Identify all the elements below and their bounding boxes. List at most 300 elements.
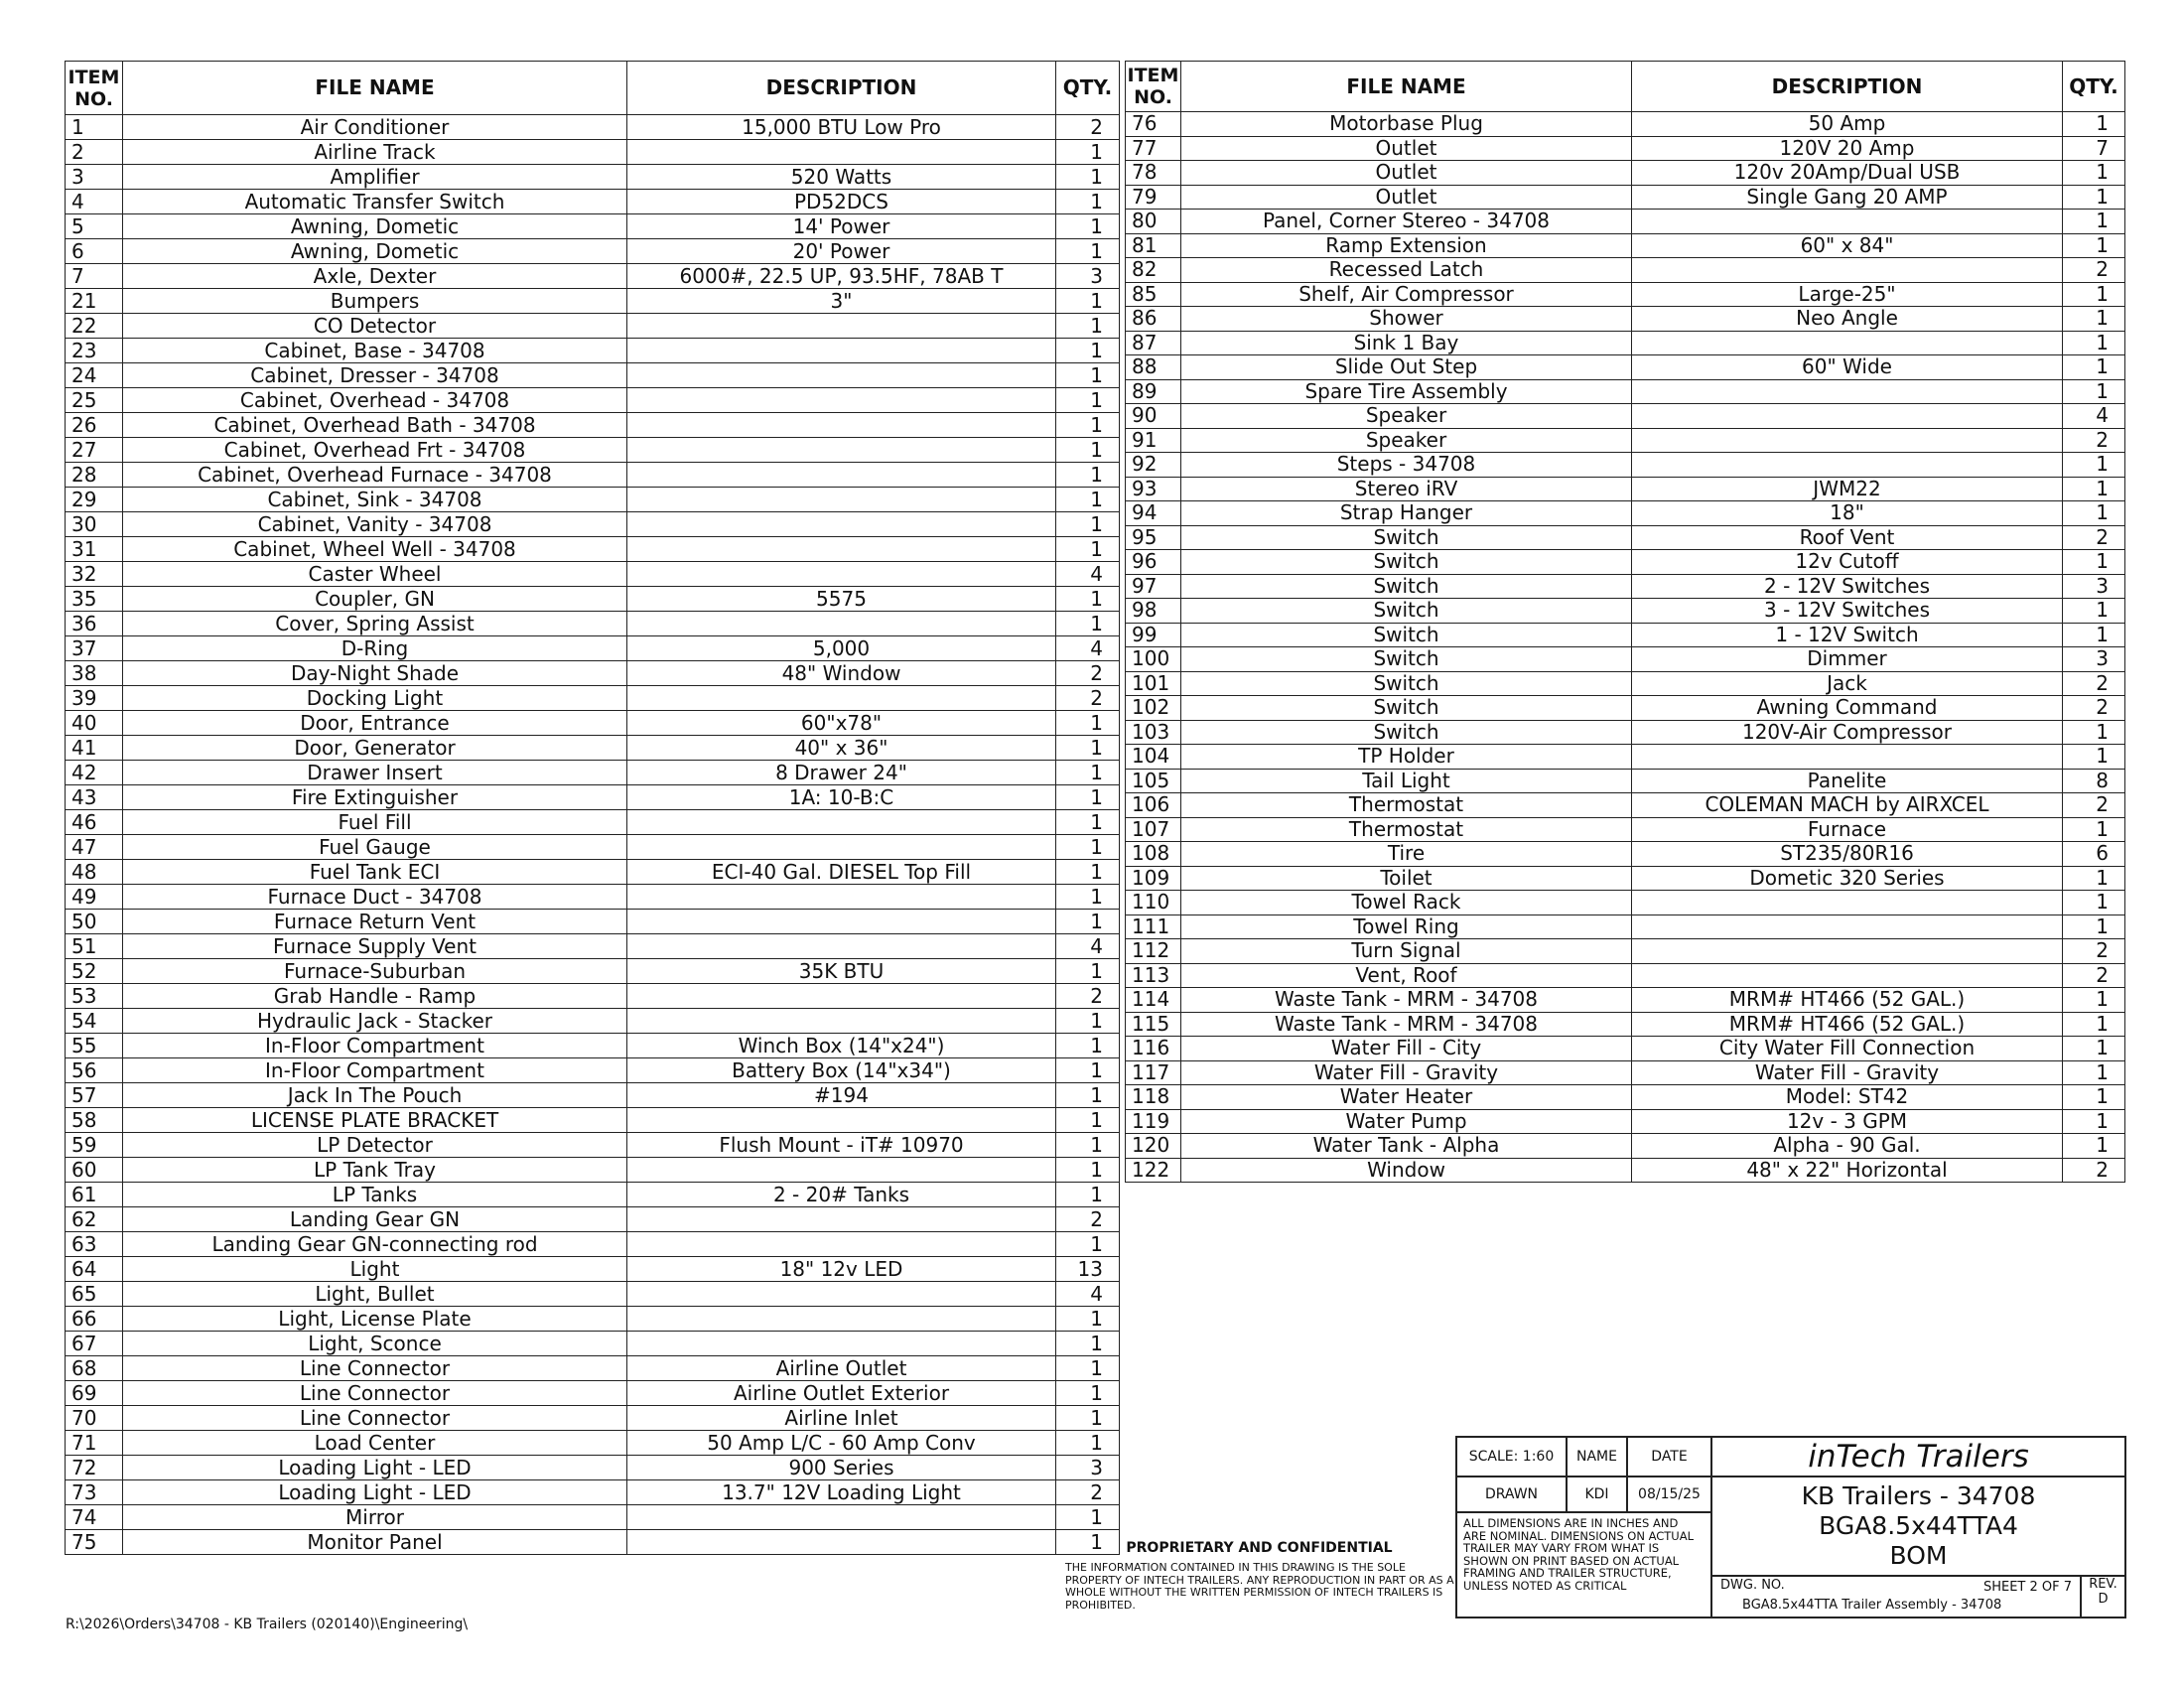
item-no-cell: 117 — [1126, 1060, 1181, 1085]
description-cell — [627, 686, 1056, 711]
file-name-cell: Landing Gear GN-connecting rod — [123, 1232, 627, 1257]
drawn-name: KDI — [1567, 1477, 1627, 1512]
item-no-cell: 96 — [1126, 550, 1181, 575]
qty-cell: 1 — [2063, 1085, 2125, 1110]
rev-label: REV. — [2089, 1577, 2117, 1592]
file-name-cell: Panel, Corner Stereo - 34708 — [1181, 210, 1632, 234]
table-row — [1126, 525, 2125, 550]
file-name-cell: Grab Handle - Ramp — [123, 984, 627, 1009]
qty-cell: 1 — [1056, 438, 1120, 463]
item-no-cell: 116 — [1126, 1037, 1181, 1061]
table-row — [1126, 988, 2125, 1013]
file-name-cell: Strap Hanger — [1181, 501, 1632, 526]
table-row — [66, 463, 1120, 488]
file-name-cell: Tire — [1181, 842, 1632, 867]
file-name-cell: LP Tank Tray — [123, 1158, 627, 1183]
qty-cell: 1 — [1056, 190, 1120, 214]
qty-cell: 2 — [1056, 1480, 1120, 1505]
table-row — [1126, 331, 2125, 355]
qty-cell: 2 — [2063, 428, 2125, 453]
drawing-number-box — [1711, 1576, 2081, 1618]
item-no-cell: 75 — [66, 1530, 123, 1555]
description-cell — [1632, 379, 2063, 404]
description-cell — [627, 413, 1056, 438]
item-no-cell: 58 — [66, 1108, 123, 1133]
file-name-cell: Waste Tank - MRM - 34708 — [1181, 1012, 1632, 1037]
description-cell: 2 - 20# Tanks — [627, 1183, 1056, 1207]
qty-cell: 1 — [1056, 214, 1120, 239]
item-no-cell: 22 — [66, 314, 123, 339]
description-cell — [1632, 963, 2063, 988]
qty-cell: 1 — [2063, 1109, 2125, 1134]
file-name-cell: Steps - 34708 — [1181, 453, 1632, 478]
qty-cell: 2 — [2063, 696, 2125, 721]
item-no-cell: 115 — [1126, 1012, 1181, 1037]
table-row — [66, 1307, 1120, 1332]
qty-cell: 1 — [1056, 761, 1120, 785]
table-row — [66, 1083, 1120, 1108]
table-row — [66, 587, 1120, 612]
file-name-cell: Fuel Gauge — [123, 835, 627, 860]
item-no-cell: 56 — [66, 1058, 123, 1083]
project-title — [1711, 1477, 2125, 1576]
file-name-cell: Switch — [1181, 647, 1632, 672]
description-cell — [627, 835, 1056, 860]
file-name-cell: Slide Out Step — [1181, 355, 1632, 380]
table-row — [66, 488, 1120, 512]
file-name-cell: Furnace Duct - 34708 — [123, 885, 627, 910]
item-no-cell: 73 — [66, 1480, 123, 1505]
qty-cell: 1 — [2063, 1134, 2125, 1159]
file-name-cell: Day-Night Shade — [123, 661, 627, 686]
table-row — [66, 289, 1120, 314]
description-cell: Dimmer — [1632, 647, 2063, 672]
description-cell — [627, 388, 1056, 413]
file-name-cell: Water Tank - Alpha — [1181, 1134, 1632, 1159]
table-row — [66, 860, 1120, 885]
file-name-cell: Fire Extinguisher — [123, 785, 627, 810]
qty-cell: 1 — [1056, 1183, 1120, 1207]
description-cell: 48" x 22" Horizontal — [1632, 1158, 2063, 1183]
table-row — [66, 1034, 1120, 1058]
qty-cell: 4 — [1056, 636, 1120, 661]
qty-cell: 1 — [2063, 379, 2125, 404]
qty-cell: 1 — [1056, 860, 1120, 885]
qty-cell: 2 — [2063, 525, 2125, 550]
qty-cell: 3 — [2063, 574, 2125, 599]
table-row — [66, 661, 1120, 686]
table-row — [1126, 842, 2125, 867]
table-row — [1126, 161, 2125, 186]
qty-cell: 1 — [1056, 1431, 1120, 1456]
description-cell: Model: ST42 — [1632, 1085, 2063, 1110]
file-name-cell: Switch — [1181, 623, 1632, 647]
file-name-cell: Switch — [1181, 525, 1632, 550]
table-row — [1126, 428, 2125, 453]
file-name-cell: Furnace-Suburban — [123, 959, 627, 984]
description-cell: Alpha - 90 Gal. — [1632, 1134, 2063, 1159]
item-no-cell: 108 — [1126, 842, 1181, 867]
project-line-3: BOM — [1889, 1541, 1948, 1570]
qty-cell: 1 — [2063, 1037, 2125, 1061]
item-no-cell: 93 — [1126, 477, 1181, 501]
item-no-cell: 92 — [1126, 453, 1181, 478]
item-no-cell: 79 — [1126, 185, 1181, 210]
file-name-cell: Hydraulic Jack - Stacker — [123, 1009, 627, 1034]
description-cell: 18" 12v LED — [627, 1257, 1056, 1282]
description-cell: 48" Window — [627, 661, 1056, 686]
file-name-cell: Tail Light — [1181, 769, 1632, 793]
qty-cell: 1 — [2063, 550, 2125, 575]
table-row — [66, 1183, 1120, 1207]
item-no-cell: 69 — [66, 1381, 123, 1406]
qty-cell: 1 — [1056, 1356, 1120, 1381]
table-row — [66, 438, 1120, 463]
table-row — [66, 959, 1120, 984]
item-no-cell: 85 — [1126, 282, 1181, 307]
description-cell — [627, 488, 1056, 512]
qty-cell: 1 — [2063, 185, 2125, 210]
file-name-cell: Awning, Dometic — [123, 214, 627, 239]
qty-cell: 4 — [2063, 404, 2125, 429]
table-row — [1126, 599, 2125, 624]
item-no-cell: 71 — [66, 1431, 123, 1456]
description-cell — [627, 810, 1056, 835]
qty-cell: 1 — [1056, 785, 1120, 810]
qty-cell: 1 — [1056, 314, 1120, 339]
item-no-cell: 53 — [66, 984, 123, 1009]
revision-box — [2081, 1576, 2125, 1618]
name-label: NAME — [1567, 1437, 1627, 1477]
file-name-cell: Turn Signal — [1181, 939, 1632, 964]
header-file-name: FILE NAME — [123, 62, 627, 115]
qty-cell: 2 — [2063, 258, 2125, 283]
file-name-cell: Speaker — [1181, 428, 1632, 453]
description-cell: Airline Outlet Exterior — [627, 1381, 1056, 1406]
table-row — [66, 165, 1120, 190]
qty-cell: 3 — [1056, 1456, 1120, 1480]
file-name-cell: Outlet — [1181, 185, 1632, 210]
file-name-cell: Switch — [1181, 599, 1632, 624]
table-row — [1126, 1158, 2125, 1183]
description-cell — [627, 140, 1056, 165]
item-no-cell: 102 — [1126, 696, 1181, 721]
item-no-cell: 39 — [66, 686, 123, 711]
table-row — [66, 1232, 1120, 1257]
item-no-cell: 4 — [66, 190, 123, 214]
item-no-cell: 24 — [66, 363, 123, 388]
table-row — [66, 636, 1120, 661]
qty-cell: 1 — [1056, 537, 1120, 562]
qty-cell: 2 — [2063, 671, 2125, 696]
table-row — [66, 785, 1120, 810]
file-name-cell: In-Floor Compartment — [123, 1058, 627, 1083]
file-name-cell: Jack In The Pouch — [123, 1083, 627, 1108]
description-cell: Airline Inlet — [627, 1406, 1056, 1431]
description-cell: COLEMAN MACH by AIRXCEL — [1632, 793, 2063, 818]
file-name-cell: Docking Light — [123, 686, 627, 711]
description-cell: Airline Outlet — [627, 1356, 1056, 1381]
file-name-cell: Sink 1 Bay — [1181, 331, 1632, 355]
qty-cell: 3 — [1056, 264, 1120, 289]
description-cell: 120V-Air Compressor — [1632, 720, 2063, 745]
table-row — [66, 1356, 1120, 1381]
item-no-cell: 122 — [1126, 1158, 1181, 1183]
description-cell: 50 Amp L/C - 60 Amp Conv — [627, 1431, 1056, 1456]
description-cell: 5,000 — [627, 636, 1056, 661]
description-cell — [627, 1207, 1056, 1232]
description-cell: 120v 20Amp/Dual USB — [1632, 161, 2063, 186]
description-cell: Winch Box (14"x24") — [627, 1034, 1056, 1058]
file-name-cell: Vent, Roof — [1181, 963, 1632, 988]
table-row — [66, 190, 1120, 214]
description-cell — [627, 438, 1056, 463]
file-name-cell: Furnace Return Vent — [123, 910, 627, 934]
item-no-cell: 91 — [1126, 428, 1181, 453]
qty-cell: 1 — [1056, 1133, 1120, 1158]
item-no-cell: 77 — [1126, 136, 1181, 161]
description-cell — [1632, 210, 2063, 234]
description-cell — [627, 314, 1056, 339]
item-no-cell: 43 — [66, 785, 123, 810]
file-name-cell: LP Tanks — [123, 1183, 627, 1207]
file-name-cell: Spare Tire Assembly — [1181, 379, 1632, 404]
file-name-cell: Landing Gear GN — [123, 1207, 627, 1232]
file-name-cell: Toilet — [1181, 866, 1632, 891]
description-cell: 1A: 10-B:C — [627, 785, 1056, 810]
item-no-cell: 113 — [1126, 963, 1181, 988]
item-no-cell: 36 — [66, 612, 123, 636]
description-cell — [1632, 428, 2063, 453]
item-no-cell: 51 — [66, 934, 123, 959]
file-name-cell: Water Fill - City — [1181, 1037, 1632, 1061]
item-no-cell: 82 — [1126, 258, 1181, 283]
description-cell: 1 - 12V Switch — [1632, 623, 2063, 647]
table-row — [66, 1431, 1120, 1456]
file-name-cell: Door, Generator — [123, 736, 627, 761]
file-name-cell: Switch — [1181, 720, 1632, 745]
file-name-cell: Fuel Tank ECI — [123, 860, 627, 885]
file-name-cell: Fuel Fill — [123, 810, 627, 835]
qty-cell: 1 — [1056, 1307, 1120, 1332]
item-no-cell: 66 — [66, 1307, 123, 1332]
item-no-cell: 38 — [66, 661, 123, 686]
description-cell — [627, 363, 1056, 388]
item-no-cell: 60 — [66, 1158, 123, 1183]
item-no-cell: 46 — [66, 810, 123, 835]
table-row — [66, 363, 1120, 388]
description-cell: 8 Drawer 24" — [627, 761, 1056, 785]
item-no-cell: 64 — [66, 1257, 123, 1282]
table-row — [66, 686, 1120, 711]
qty-cell: 1 — [2063, 891, 2125, 915]
description-cell — [627, 1505, 1056, 1530]
file-name-cell: Line Connector — [123, 1406, 627, 1431]
table-row — [66, 1257, 1120, 1282]
item-no-cell: 99 — [1126, 623, 1181, 647]
item-no-cell: 35 — [66, 587, 123, 612]
file-name-cell: Bumpers — [123, 289, 627, 314]
description-cell — [1632, 453, 2063, 478]
table-row — [66, 612, 1120, 636]
description-cell: Flush Mount - iT# 10970 — [627, 1133, 1056, 1158]
file-name-cell: Caster Wheel — [123, 562, 627, 587]
table-row — [66, 1381, 1120, 1406]
file-name-cell: Window — [1181, 1158, 1632, 1183]
item-no-cell: 26 — [66, 413, 123, 438]
description-cell: Dometic 320 Series — [1632, 866, 2063, 891]
header-qty: QTY. — [1056, 62, 1120, 115]
qty-cell: 1 — [1056, 289, 1120, 314]
table-row — [1126, 1060, 2125, 1085]
table-row — [66, 910, 1120, 934]
qty-cell: 1 — [1056, 413, 1120, 438]
item-no-cell: 86 — [1126, 307, 1181, 332]
table-row — [1126, 112, 2125, 137]
dimension-notes: ALL DIMENSIONS ARE IN INCHES AND ARE NOMINAL. DIMENSIONS ON ACTUAL TRAILER MAY VARY FROM WHAT IS SHOWN ON PRINT BASED ON ACTUAL FRAMING AND TRAILER STRUCTURE, UNLESS NOTED AS CRITICAL — [1456, 1512, 1711, 1618]
item-no-cell: 28 — [66, 463, 123, 488]
description-cell: Jack — [1632, 671, 2063, 696]
table-row — [1126, 404, 2125, 429]
table-row — [1126, 379, 2125, 404]
table-row — [66, 115, 1120, 140]
table-row — [66, 1530, 1120, 1555]
proprietary-heading: PROPRIETARY AND CONFIDENTIAL — [1126, 1540, 1393, 1556]
header-file-name: FILE NAME — [1181, 62, 1632, 112]
qty-cell: 1 — [1056, 1009, 1120, 1034]
file-name-cell: Cabinet, Overhead Bath - 34708 — [123, 413, 627, 438]
title-block — [1455, 1436, 2126, 1618]
description-cell — [627, 512, 1056, 537]
file-name-cell: Thermostat — [1181, 793, 1632, 818]
file-name-cell: Motorbase Plug — [1181, 112, 1632, 137]
table-row — [66, 562, 1120, 587]
item-no-cell: 63 — [66, 1232, 123, 1257]
file-name-cell: Monitor Panel — [123, 1530, 627, 1555]
table-row — [1126, 185, 2125, 210]
item-no-cell: 118 — [1126, 1085, 1181, 1110]
table-row — [66, 761, 1120, 785]
qty-cell: 1 — [1056, 885, 1120, 910]
item-no-cell: 30 — [66, 512, 123, 537]
file-name-cell: Line Connector — [123, 1381, 627, 1406]
qty-cell: 1 — [1056, 488, 1120, 512]
project-line-1: KB Trailers - 34708 — [1801, 1481, 2036, 1510]
item-no-cell: 120 — [1126, 1134, 1181, 1159]
file-name-cell: Towel Rack — [1181, 891, 1632, 915]
item-no-cell: 106 — [1126, 793, 1181, 818]
item-no-cell: 111 — [1126, 914, 1181, 939]
item-no-cell: 119 — [1126, 1109, 1181, 1134]
item-no-cell: 89 — [1126, 379, 1181, 404]
qty-cell: 1 — [2063, 745, 2125, 770]
file-name-cell: Switch — [1181, 550, 1632, 575]
table-row — [1126, 136, 2125, 161]
table-row — [1126, 355, 2125, 380]
qty-cell: 1 — [2063, 1012, 2125, 1037]
item-no-cell: 48 — [66, 860, 123, 885]
description-cell — [1632, 258, 2063, 283]
item-no-cell: 95 — [1126, 525, 1181, 550]
qty-cell: 1 — [1056, 587, 1120, 612]
file-name-cell: Speaker — [1181, 404, 1632, 429]
description-cell: JWM22 — [1632, 477, 2063, 501]
item-no-cell: 104 — [1126, 745, 1181, 770]
qty-cell: 1 — [2063, 453, 2125, 478]
qty-cell: 1 — [1056, 165, 1120, 190]
qty-cell: 1 — [1056, 239, 1120, 264]
file-name-cell: Drawer Insert — [123, 761, 627, 785]
qty-cell: 1 — [2063, 331, 2125, 355]
qty-cell: 2 — [1056, 984, 1120, 1009]
qty-cell: 1 — [1056, 810, 1120, 835]
file-name-cell: Cover, Spring Assist — [123, 612, 627, 636]
table-row — [1126, 696, 2125, 721]
table-row — [66, 1456, 1120, 1480]
table-row — [1126, 745, 2125, 770]
description-cell — [627, 1332, 1056, 1356]
item-no-cell: 110 — [1126, 891, 1181, 915]
item-no-cell: 52 — [66, 959, 123, 984]
description-cell: 900 Series — [627, 1456, 1056, 1480]
file-name-cell: In-Floor Compartment — [123, 1034, 627, 1058]
qty-cell: 1 — [1056, 835, 1120, 860]
table-row — [66, 537, 1120, 562]
item-no-cell: 47 — [66, 835, 123, 860]
table-row — [1126, 210, 2125, 234]
qty-cell: 1 — [2063, 623, 2125, 647]
item-no-cell: 25 — [66, 388, 123, 413]
description-cell — [627, 339, 1056, 363]
qty-cell: 2 — [1056, 1207, 1120, 1232]
description-cell: 20' Power — [627, 239, 1056, 264]
qty-cell: 1 — [1056, 1332, 1120, 1356]
item-no-cell: 103 — [1126, 720, 1181, 745]
date-label: DATE — [1627, 1437, 1711, 1477]
qty-cell: 6 — [2063, 842, 2125, 867]
table-row — [66, 1108, 1120, 1133]
table-row — [1126, 1134, 2125, 1159]
qty-cell: 1 — [2063, 501, 2125, 526]
table-row — [1126, 307, 2125, 332]
qty-cell: 7 — [2063, 136, 2125, 161]
table-row — [66, 736, 1120, 761]
qty-cell: 1 — [2063, 914, 2125, 939]
table-row — [1126, 866, 2125, 891]
table-row — [66, 1282, 1120, 1307]
item-no-cell: 97 — [1126, 574, 1181, 599]
table-row — [1126, 1085, 2125, 1110]
qty-cell: 4 — [1056, 1282, 1120, 1307]
scale-label: SCALE: 1:60 — [1456, 1437, 1567, 1477]
table-row — [1126, 963, 2125, 988]
description-cell: 12v - 3 GPM — [1632, 1109, 2063, 1134]
description-cell — [1632, 404, 2063, 429]
description-cell — [627, 1158, 1056, 1183]
qty-cell: 1 — [1056, 1381, 1120, 1406]
table-row — [1126, 891, 2125, 915]
table-row — [1126, 817, 2125, 842]
table-row — [66, 512, 1120, 537]
file-name-cell: Thermostat — [1181, 817, 1632, 842]
description-cell: ECI-40 Gal. DIESEL Top Fill — [627, 860, 1056, 885]
file-name-cell: Light — [123, 1257, 627, 1282]
item-no-cell: 74 — [66, 1505, 123, 1530]
item-no-cell: 7 — [66, 264, 123, 289]
file-name-cell: Cabinet, Overhead Frt - 34708 — [123, 438, 627, 463]
file-name-cell: Loading Light - LED — [123, 1456, 627, 1480]
table-row — [66, 239, 1120, 264]
